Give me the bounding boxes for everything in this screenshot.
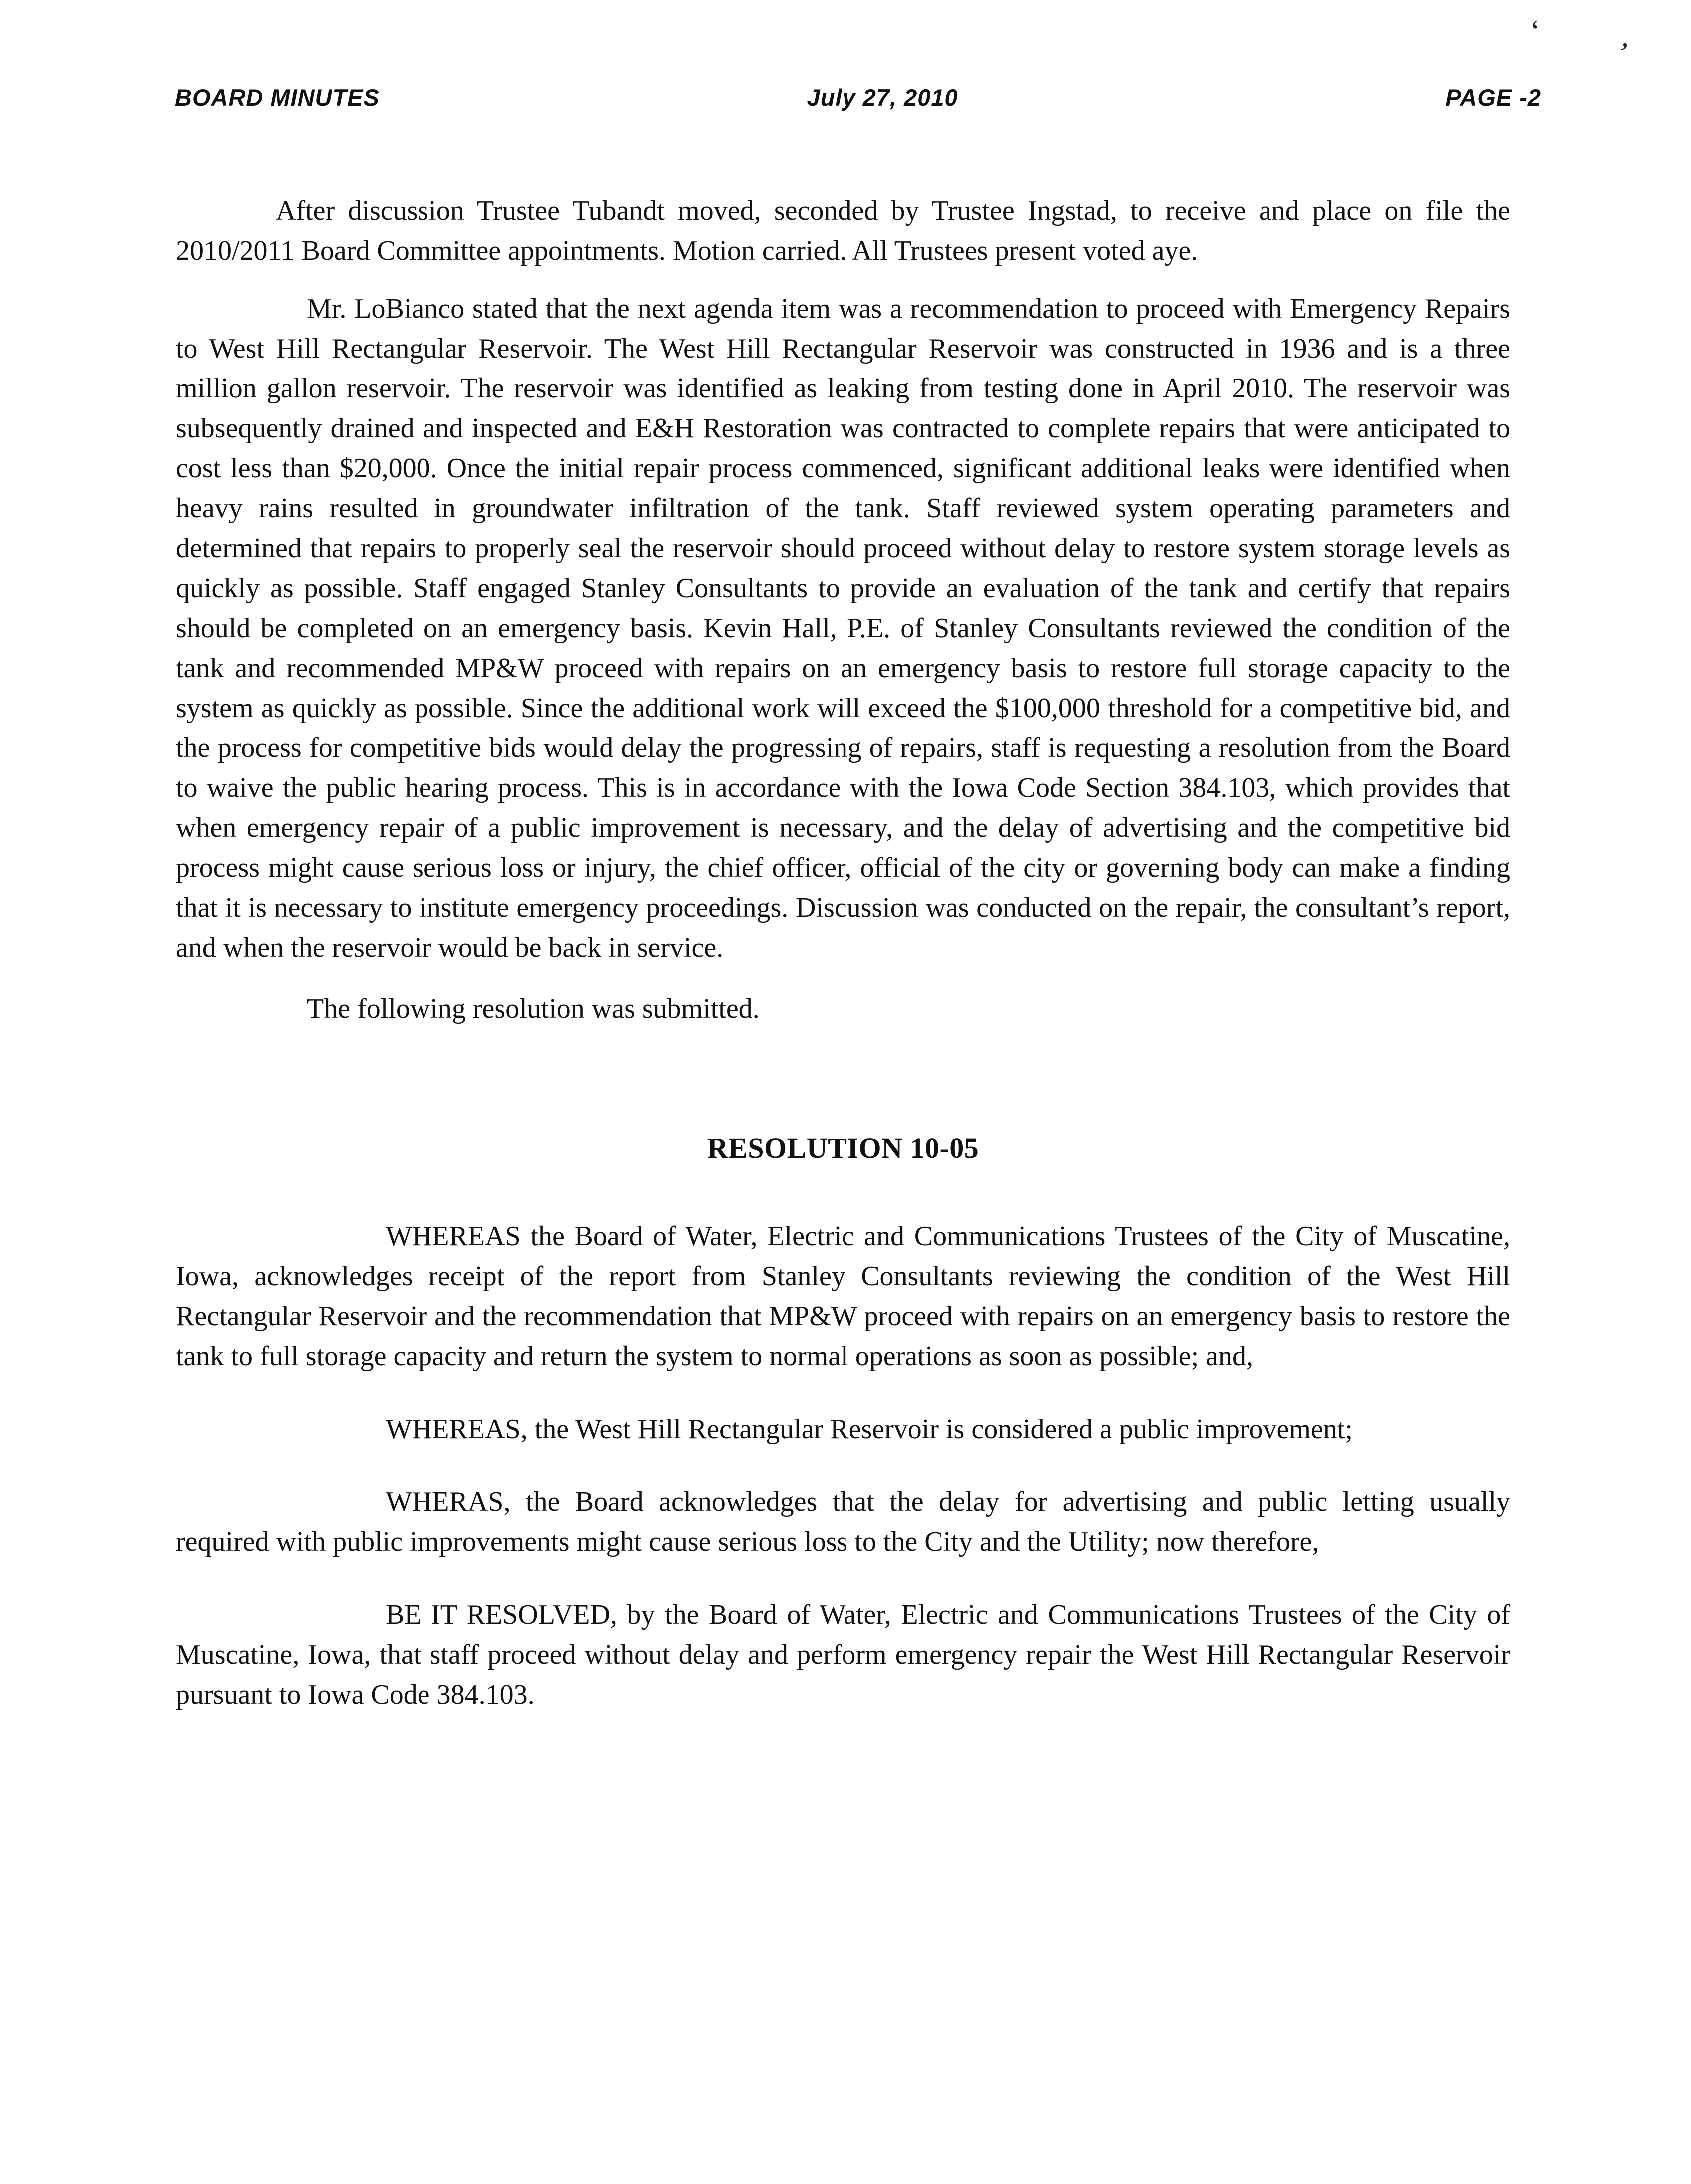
header-date: July 27, 2010	[807, 84, 958, 111]
paragraph-whereas-public-improvement: WHEREAS, the West Hill Rectangular Reservoir is considered a public improvement;	[386, 1414, 1353, 1445]
document-body	[176, 191, 1510, 1748]
scan-artifact-mark: ’	[1612, 35, 1632, 70]
paragraph-resolution-submitted: The following resolution was submitted.	[307, 993, 760, 1024]
header-page-number: PAGE -2	[1445, 84, 1541, 111]
paragraph-whereas-delay: WHERAS, the Board acknowledges that the delay for advertising and public letting usually required with public improvements might cause serious loss to the City and the Utility; now therefore,	[176, 1486, 1510, 1557]
paragraph-be-it-resolved: BE IT RESOLVED, by the Board of Water, Electric and Communications Trustees of the City of Muscatine, Iowa, that staff proceed without delay and perform emergency repair the West Hill Rectangular Reservoir pursuant to Iowa Code 384.103.	[176, 1599, 1510, 1710]
paragraph-committee-appointments: After discussion Trustee Tubandt moved, seconded by Trustee Ingstad, to receive and place on file the 2010/2011 Board Committee appointments. Motion carried. All Trustees present voted aye.	[176, 195, 1510, 266]
resolution-heading: RESOLUTION 10-05	[707, 1132, 979, 1164]
page-header	[175, 84, 1541, 111]
scan-artifact-mark: ‘	[1528, 13, 1545, 48]
resolution-body	[176, 1216, 1510, 1715]
header-document-title: BOARD MINUTES	[175, 84, 380, 111]
paragraph-whereas-report: WHEREAS the Board of Water, Electric and Communications Trustees of the City of Muscatine, Iowa, acknowledges receipt of the report from Stanley Consultants reviewing the condition of the West Hill Rectangular Reservoir and the recommendation that MP&W proceed with repairs on an emergency basis to restore the tank to full storage capacity and return the system to normal operations as soon as possible; and,	[176, 1221, 1510, 1372]
paragraph-emergency-repairs: Mr. LoBianco stated that the next agenda item was a recommendation to proceed with Emergency Repairs to West Hill Rectangular Reservoir. The West Hill Rectangular Reservoir was constructed in 1936 and is a three million gallon reservoir. The reservoir was identified as leaking from testing done in April 2010. The reservoir was subsequently drained and inspected and E&H Restoration was contracted to complete repairs that were anticipated to cost less than $20,000. Once the initial repair process commenced, significant additional leaks were identified when heavy rains resulted in groundwater infiltration of the tank. Staff reviewed system operating parameters and determined that repairs to properly seal the reservoir should proceed without delay to restore system storage levels as quickly as possible. Staff engaged Stanley Consultants to provide an evaluation of the tank and certify that repairs should be completed on an emergency basis. Kevin Hall, P.E. of Stanley Consultants reviewed the condition of the tank and recommended MP&W proceed with repairs on an emergency basis to restore full storage capacity to the system as quickly as possible. Since the additional work will exceed the $100,000 threshold for a competitive bid, and the process for competitive bids would delay the progressing of repairs, staff is requesting a resolution from the Board to waive the public hearing process. This is in accordance with the Iowa Code Section 384.103, which provides that when emergency repair of a public improvement is necessary, and the delay of advertising and the competitive bid process might cause serious loss or injury, the chief officer, official of the city or governing body can make a finding that it is necessary to institute emergency proceedings. Discussion was conducted on the repair, the consultant’s report, and when the reservoir would be back in service.	[176, 293, 1510, 963]
